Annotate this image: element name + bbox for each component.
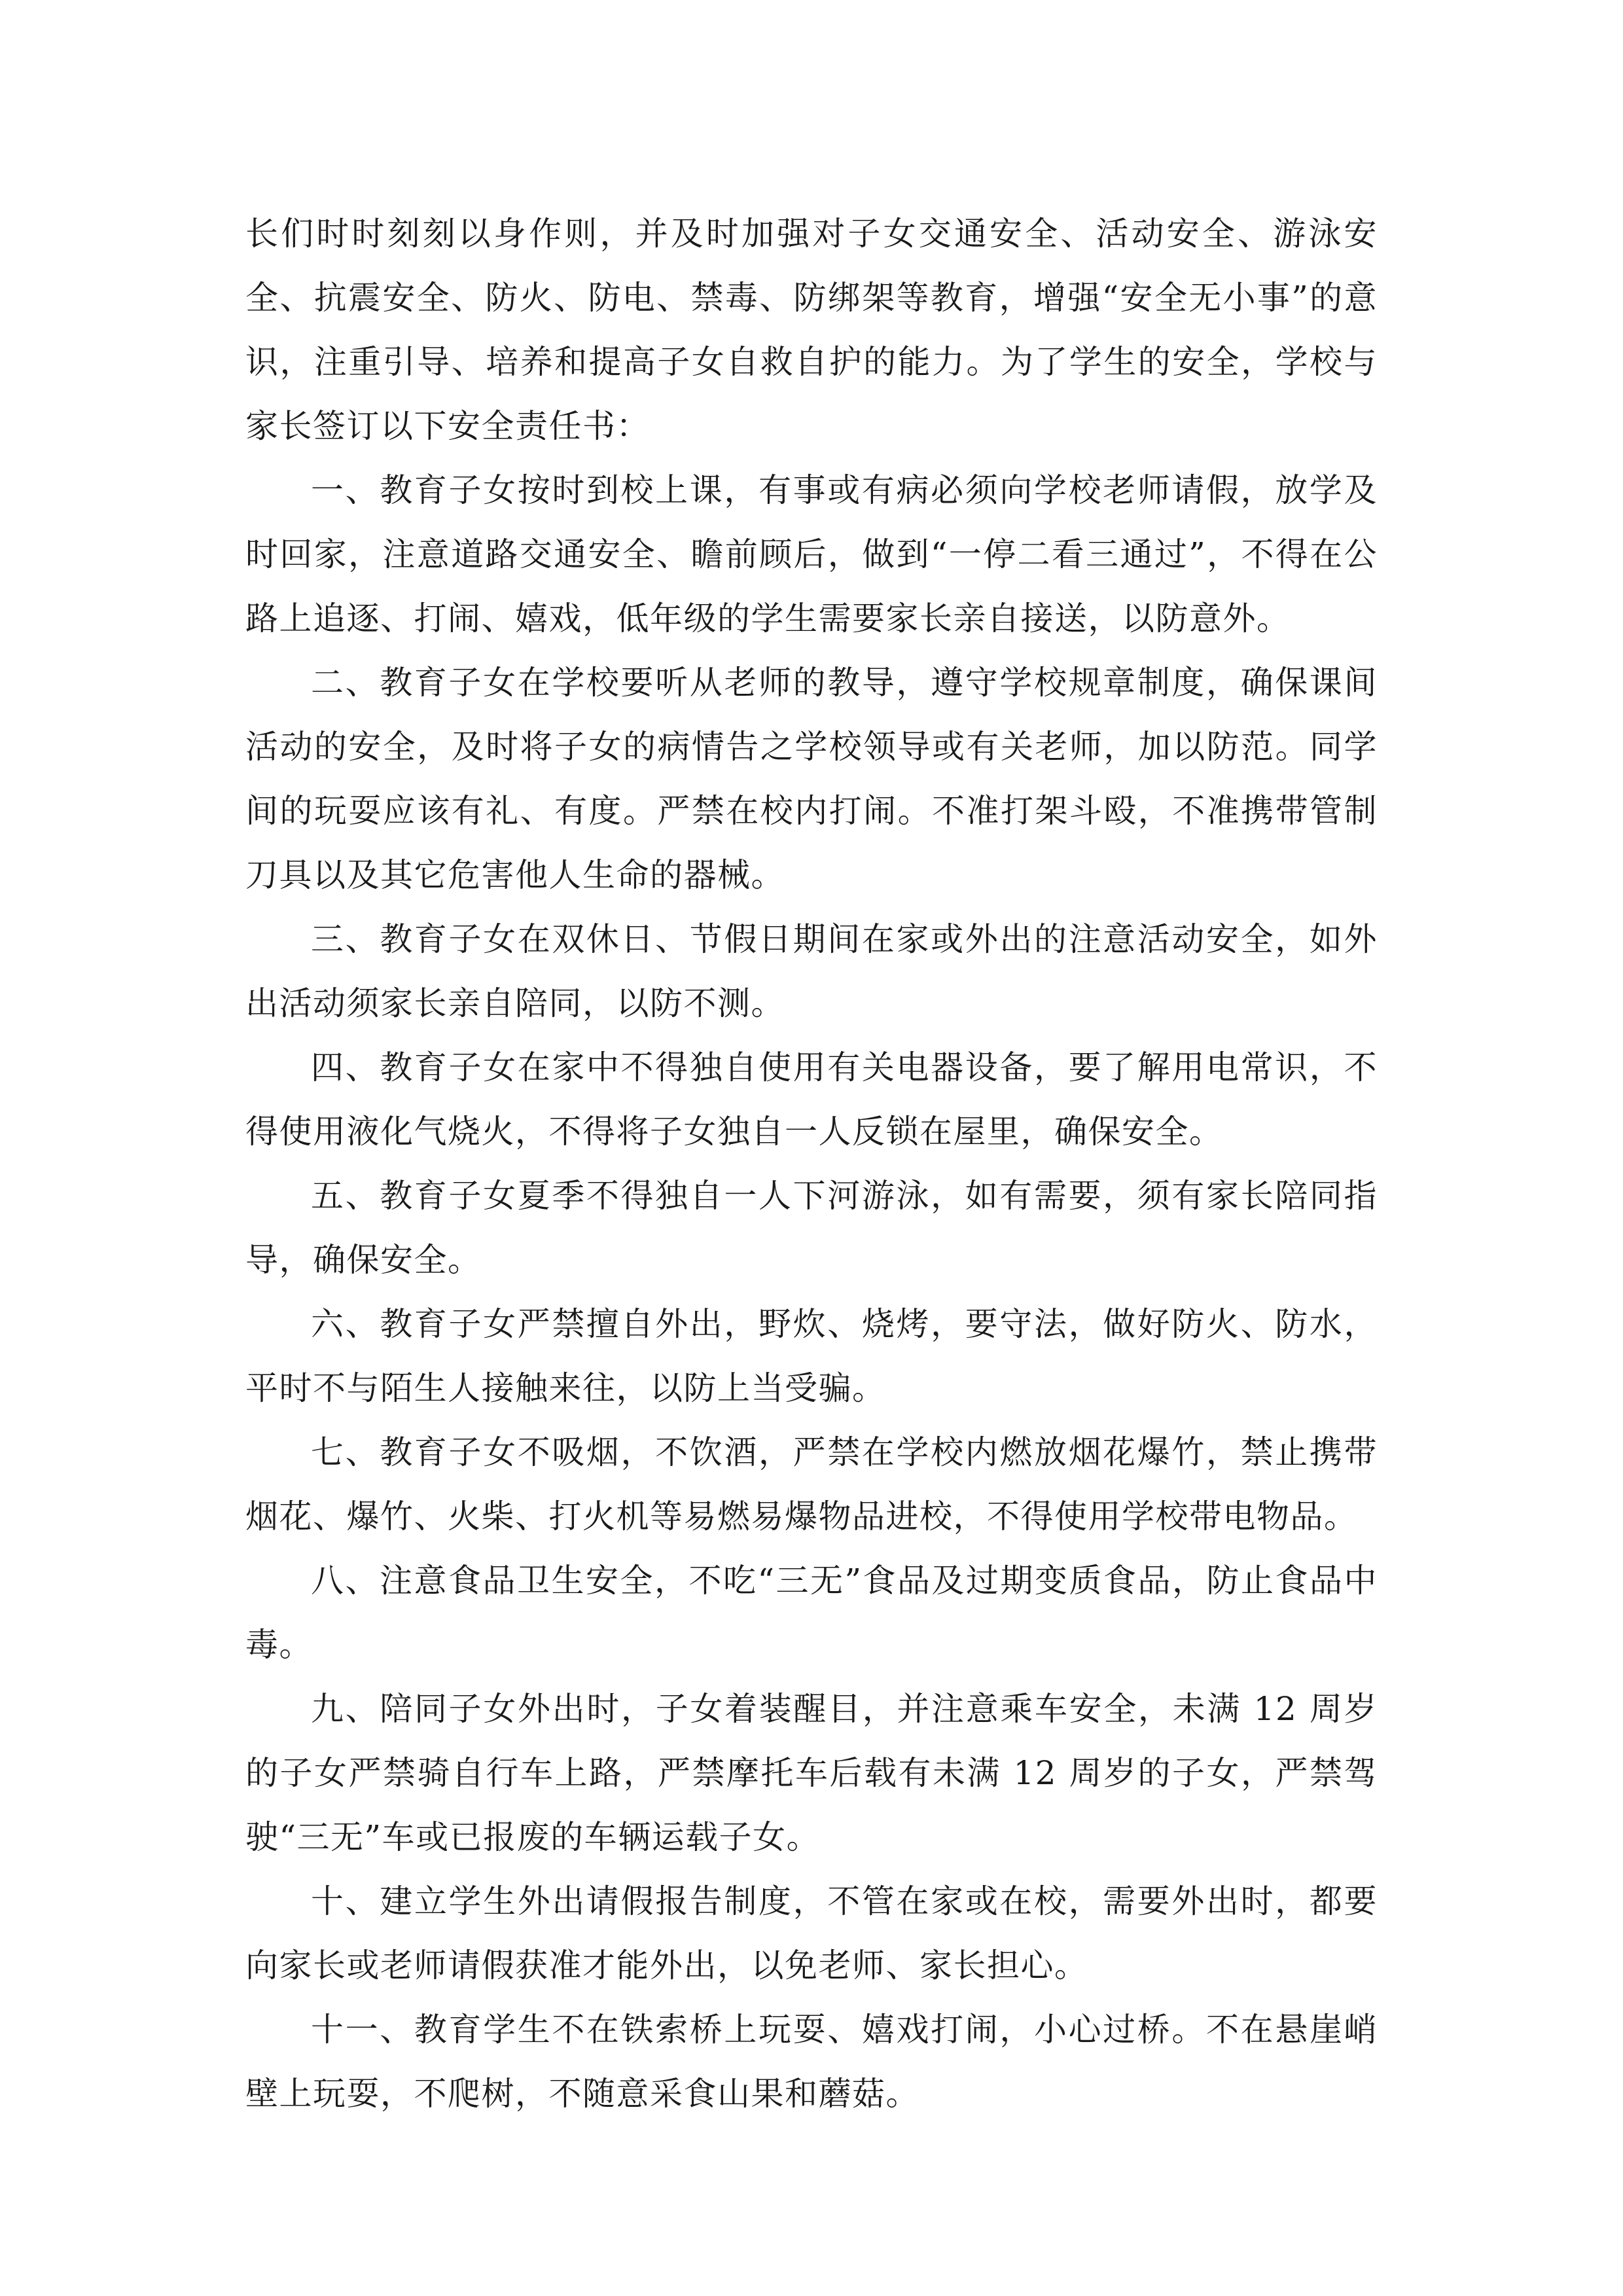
- clause-7: 七、教育子女不吸烟，不饮酒，严禁在学校内燃放烟花爆竹，禁止携带烟花、爆竹、火柴、打火机等易燃易爆物品进校，不得使用学校带电物品。: [245, 1433, 1378, 1535]
- clause-10: 十、建立学生外出请假报告制度，不管在家或在校，需要外出时，都要向家长或老师请假获准才能外出，以免老师、家长担心。: [245, 1882, 1378, 1984]
- clause-9: 九、陪同子女外出时，子女着装醒目，并注意乘车安全，未满 12 周岁的子女严禁骑自行车上路，严禁摩托车后载有未满 12 周岁的子女，严禁驾驶“三无”车或已报废的车辆运载子女。: [245, 1690, 1378, 1856]
- clause-8: 八、注意食品卫生安全，不吃“三无”食品及过期变质食品，防止食品中毒。: [245, 1562, 1378, 1664]
- clause-2: 二、教育子女在学校要听从老师的教导，遵守学校规章制度，确保课间活动的安全，及时将子女的病情告之学校领导或有关老师，加以防范。同学间的玩耍应该有礼、有度。严禁在校内打闹。不准打架斗殴，不准携带管制刀具以及其它危害他人生命的器械。: [245, 664, 1378, 894]
- intro-paragraph: 长们时时刻刻以身作则，并及时加强对子女交通安全、活动安全、游泳安全、抗震安全、防火、防电、禁毒、防绑架等教育，增强“安全无小事”的意识，注重引导、培养和提高子女自救自护的能力。为了学生的安全，学校与家长签订以下安全责任书：: [245, 215, 1378, 445]
- clause-1: 一、教育子女按时到校上课，有事或有病必须向学校老师请假，放学及时回家，注意道路交通安全、瞻前顾后，做到“一停二看三通过”，不得在公路上追逐、打闹、嬉戏，低年级的学生需要家长亲自接送，以防意外。: [245, 471, 1378, 637]
- clause-4: 四、教育子女在家中不得独自使用有关电器设备，要了解用电常识，不得使用液化气烧火，不得将子女独自一人反锁在屋里，确保安全。: [245, 1049, 1378, 1151]
- clause-11: 十一、教育学生不在铁索桥上玩耍、嬉戏打闹，小心过桥。不在悬崖峭壁上玩耍，不爬树，不随意采食山果和蘑菇。: [245, 2011, 1378, 2113]
- clause-6: 六、教育子女严禁擅自外出，野炊、烧烤，要守法，做好防火、防水，平时不与陌生人接触来往，以防上当受骗。: [245, 1305, 1378, 1407]
- clause-5: 五、教育子女夏季不得独自一人下河游泳，如有需要，须有家长陪同指导，确保安全。: [245, 1177, 1378, 1279]
- clause-3: 三、教育子女在双休日、节假日期间在家或外出的注意活动安全，如外出活动须家长亲自陪同，以防不测。: [245, 920, 1378, 1022]
- document-page: [245, 202, 1378, 2126]
